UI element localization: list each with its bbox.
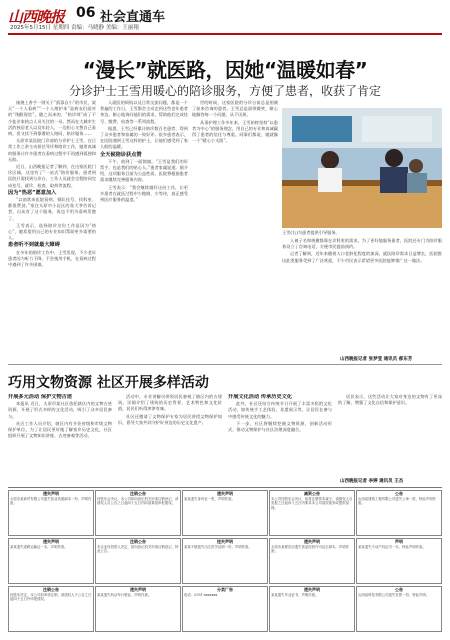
lead-byline: 山西晚报记者 张梦莹 通讯员 郝东芳 [340, 357, 413, 362]
ads-divider [8, 487, 442, 488]
classified-ad: 分类广告 电话：0351-xxxxxxx [182, 586, 268, 632]
paragraph: 王雪表示：“我会继续做好这份工作，让更多患者在就医过程中少跑路、少等待，真正感受到医疗服务的温度。” [100, 184, 188, 203]
classified-ad: 注销公告 经股东会决议，本公司拟向登记机关申请注销登记，请债权人自公告之日起四十五日内向清算组申报债权。 [95, 490, 181, 536]
classified-ad: 遗失声明 某某遗失毕业证书，声明作废。 [269, 586, 355, 632]
feature-column-3 [228, 394, 332, 484]
paragraph: 下午，收到了一面锦旗。“王雪是我们的好帮手，也是我们的贴心人。”患者家属说道。据介绍，这项服务目前为公益性质，医院将根据患者需求继续完善服务内容。 [100, 158, 188, 183]
masthead-rule [8, 33, 442, 35]
lead-column-3 [192, 100, 278, 360]
classified-ad: 减资公告 本公司经股东会决议，拟将注册资本减少，请债权人自见报之日起四十五日内要求本公司清偿债务或提供担保。 [269, 490, 355, 536]
paragraph: 记者了解到，近年来随着人口老龄化程度的加深，就医陪诊需求日益增长，医院推出此类服务受到了广泛欢迎，不少市民表示希望更多医院能够推广这一做法。 [282, 251, 442, 263]
subheading: 患者听不到就最大障碍 [8, 242, 60, 249]
classified-ad: 遗失声明 太原市某餐饮店遗失食品经营许可证正副本，声明作废。 [269, 538, 355, 584]
subheading: 开展文化活动 传承历史文化 [228, 394, 293, 400]
photo-caption: 王雪(右)为患者提供引导服务。 [282, 230, 340, 235]
paragraph: 下一步，社区将继续挖掘文物资源，创新活动形式，推动文物保护与社区治理深度融合。 [228, 420, 332, 433]
lead-headline: “漫长”就医路，因她“温暖如春” [82, 58, 368, 82]
subheading: 全天候陪诊获点赞 [100, 151, 142, 158]
feature-column-4 [338, 394, 442, 474]
paragraph: “以前常来医院看病，排队挂号、找科室，都很费劲。”家住太原市小店区的张大爷告诉记者，自从有了这个服务，再也不用为看病发愁了。 [8, 197, 96, 221]
paragraph: 刚烧上香手一则关于“孤寡自小”的市民，架天“一个人看病”“一个人维护本”是病友们面对的“残酷现状”。随之而来的，“陪诊师”成了不少盐业家热点人员关注的一员。然而在大城市生活的独居老人以及年轻人，一边担心又想自己看病，但又找不到靠谱的人陪同，陪诊服务…… [8, 100, 96, 137]
paragraph: 在多年的陪诊工作中，王雪发现，不少老年患者因为听力下降、不会使用手机，在看病过程中遇到了许多困难。 [8, 249, 96, 268]
paragraph: 世的时候，这家医院的分诊台前总是围满了前来咨询的患者。王雪总是面带微笑，耐心地解答每一个问题，从不厌烦。 [192, 100, 278, 118]
lead-column-4 [282, 238, 442, 354]
lead-column-2 [100, 100, 188, 360]
paragraph: 社区还邀请了文物保护专家为居民讲授文物保护知识，倡导大家共同守护好身边的历史文化遗产。 [118, 413, 222, 425]
classified-ad: 注销公告 经股东决定，本公司拟申请注销，请债权人于公告之日起四十五日内申报债权。 [8, 586, 94, 632]
paragraph: 此外，社区还结合传统节日开展了丰富多彩的文化活动，如传统手工艺体验、非遗展示等，让居民在参与中感受传统文化的魅力。 [228, 401, 332, 419]
paragraph: 入就医的烦恼以及日常交流问题，都是一个普遍的工作日，王雪都会主动走到这些老年患者身边，耐心地询问他们的需求，帮助他们完成挂号、缴费、检查等一系列流程。 [100, 100, 188, 124]
subheading: 开展多元活动 保护文物古迹 [8, 394, 73, 400]
classified-ad: 遗失声明 太原市某商贸有限公司遗失营业执照副本一份，声明作废。 [8, 490, 94, 536]
page-number: 06 [76, 5, 96, 21]
newspaper-logo: 山西晚报 [8, 8, 65, 26]
classified-ad: 挂失声明 某某不慎遗失出生医学证明一份，声明作废。 [182, 538, 268, 584]
classified-ad: 遗失声明 某某遗失身份证一张，声明作废。 [182, 490, 268, 536]
classified-ad: 注销公告 本企业经投资人决定，拟向登记机关申请注销登记，特此公告。 [95, 538, 181, 584]
paragraph: 活动中，专业讲解员带领居民参观了辖区内的古建筑，详细介绍了建筑的历史背景、艺术特色和文化价值，居民们听得津津有味。 [118, 394, 222, 412]
dateline: 2025年5月15日 星期四 责编：马晓静 美编：王丽翔 [10, 25, 139, 31]
classified-ads [8, 490, 442, 635]
subheading: 因为“热恶”愿意加入 [8, 189, 57, 196]
paragraph: 从事护理工作多年来，王雪始终坚持“以患者为中心”的服务理念，用自己的专业和真诚赢得了患者的信任与尊重。同事们都说，她就像一个“暖心小太阳”。 [192, 119, 278, 144]
classified-ad: 公告 山西某建筑工程有限公司遗失公章一枚，特此声明作废。 [356, 490, 442, 536]
paragraph: 近日，山西晚报记者了解到，在这家医院门诊区域，这里有了“一站式”陪诊服务，患者到医院只需找到分诊台，工作人员就会全程陪同完成挂号、就诊、检查、取药等流程。 [8, 164, 96, 188]
feature-byline: 山西晚报记者 李婷 通讯员 王杰 [340, 479, 404, 484]
classified-ad: 公告 山西某科技有限公司遗失发票一份，特此声明。 [356, 586, 442, 632]
paragraph: 据悉，王雪已经累计陪诊数百名患者，得到了众多患者和家属的一致好评。很多患者表示，在医院遇到王雪这样的护士，让他们感受到了家人般的温暖。 [100, 125, 188, 150]
feature-headline: 巧用文物资源 社区开展多样活动 [8, 375, 209, 391]
classified-ad: 声明 某某遗失不动产权证书一本，特此声明作废。 [356, 538, 442, 584]
lead-subheadline: 分诊护士王雪用暖心的陪诊服务，方便了患者，收获了肯定 [68, 84, 381, 98]
classified-ad: 遗失声明 某某遗失机动车行驶证，声明作废。 [95, 586, 181, 632]
feature-column-2 [118, 394, 222, 484]
classified-ad: 遗失声明 某某遗失道路运输证一本，声明作废。 [8, 538, 94, 584]
paragraph: 王雪表示，选择陪诊这份工作是因为“热心”，她希望用自己的专业知识帮助更多需要的人。 [8, 222, 96, 241]
feature-column-1 [8, 394, 112, 484]
section-title: 社会直通车 [100, 10, 166, 25]
section-divider [8, 364, 442, 365]
paragraph: 入被子名和规模都靠在诊科室的需求，为了更好地服务患者，医院还专门为陪诊服务设立了咨询电话，方便市民提前预约。 [282, 238, 442, 250]
masthead [8, 4, 442, 34]
lead-column-1 [8, 100, 96, 360]
paragraph: 社区工作人员介绍，辖区内有多处省级和市级文物保护单位，为了让居民更好地了解家乡历史文化，社区组织开展了文物知识讲座、古迹参观等活动。 [8, 420, 112, 439]
paragraph: 居民表示，这些活动让大家对身边的文物有了更深的了解，增强了文化自信和保护意识。 [338, 394, 442, 406]
paragraph: 本报讯 近日，太原市某社区依托辖区内的文物古迹资源，开展了形式多样的文化活动，吸引了众多居民参与。 [8, 401, 112, 419]
lead-photo [282, 108, 442, 228]
paragraph: 太原市某医院门诊部的分诊护士王雪，在日常工作之余主动担任导诊和陪诊工作，她用真诚的服务让许多患者在看病过程中不再感到孤独和无助。 [8, 138, 96, 162]
